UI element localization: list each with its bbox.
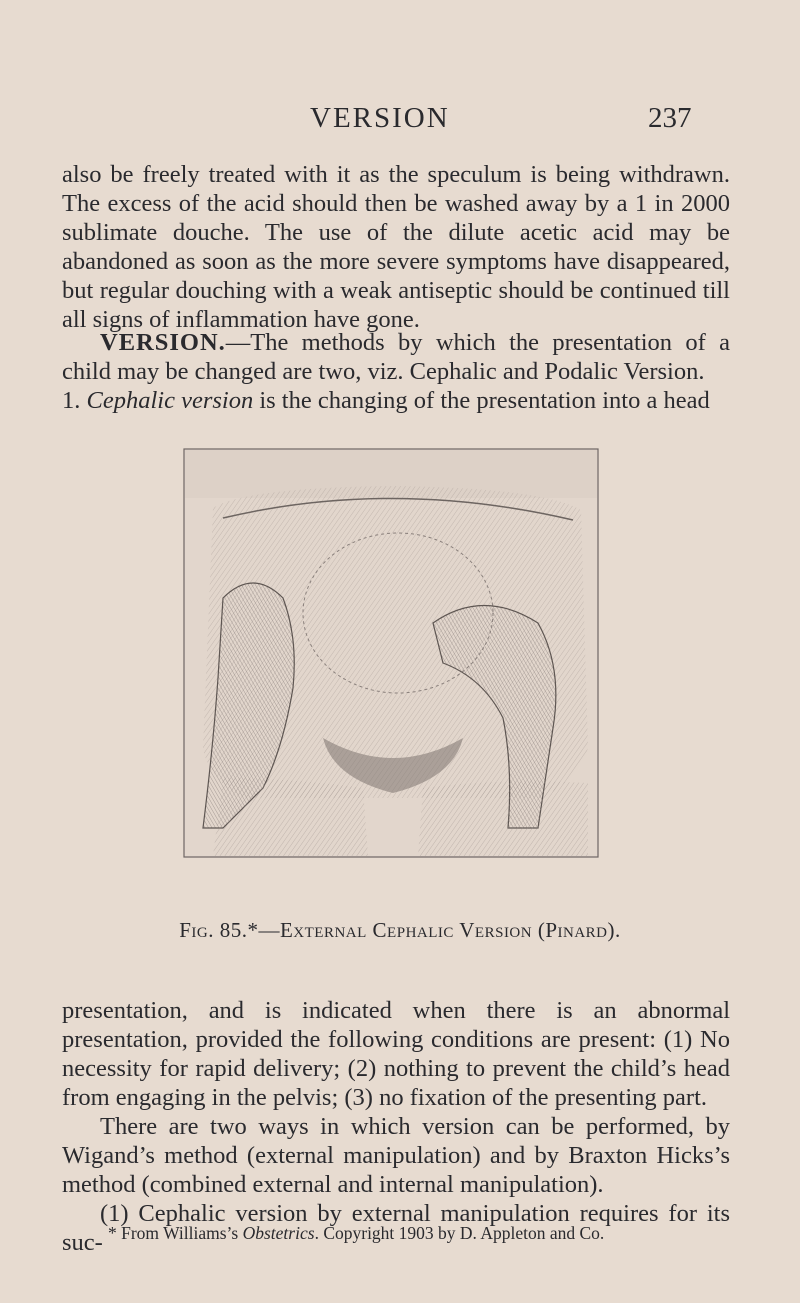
figure-external-cephalic-version [183,448,599,858]
figure-caption [0,918,800,943]
version-intro-text: —The methods by which the presentation of a child may be changed are two, viz. Cephalic and Podalic Version. [62,329,730,385]
section-heading-version: VERSION. [100,329,226,356]
continued-text-block [62,996,730,1257]
paragraph-presentation: presentation, and is indicated when there is an abnormal presentation, provided the following conditions are present: (1) No necessity for rapid delivery; (2) nothing to prevent the child’s head from engaging in the pelvis; (3) no fixation of the presenting part. [62,997,730,1111]
paragraph-version-intro [62,328,730,415]
figure-caption-title: External Cephalic Version (Pinard). [279,918,621,942]
paragraph-cephalic-external: (1) Cephalic version by external manipulation requires for its suc- [62,1200,730,1256]
paragraph-two-ways: There are two ways in which version can be performed, by Wigand’s method (external manipulation) and by Braxton Hicks’s method (combined external and internal manipulation). [62,1113,730,1198]
figure-thigh-right [418,781,588,856]
footnote-book-title: Obstetrics [242,1223,315,1243]
footnote-prefix: * From Williams’s [108,1223,243,1243]
footnote-suffix: . Copyright 1903 by D. Appleton and Co. [314,1223,605,1243]
list-item-number: 1. [62,387,81,414]
paragraph-douche: also be freely treated with it as the speculum is being withdrawn. The excess of the acid should then be washed away by a 1 in 2000 sublimate douche. The use of the dilute acetic acid may be abandoned as soon as the more severe symptoms have disappeared, but regular douching with a weak antiseptic should be continued till all signs of inflammation have gone. [62,161,730,333]
running-title: VERSION [310,102,450,134]
running-head [0,102,800,142]
footnote [108,1222,748,1244]
figure-caption-prefix: Fig. 85.*— [179,918,280,942]
page-number: 237 [648,102,692,134]
term-cephalic-version: Cephalic version [86,387,254,414]
figure-thigh-left [213,778,368,856]
cephalic-version-definition: is the changing of the presentation into a head [253,387,710,414]
